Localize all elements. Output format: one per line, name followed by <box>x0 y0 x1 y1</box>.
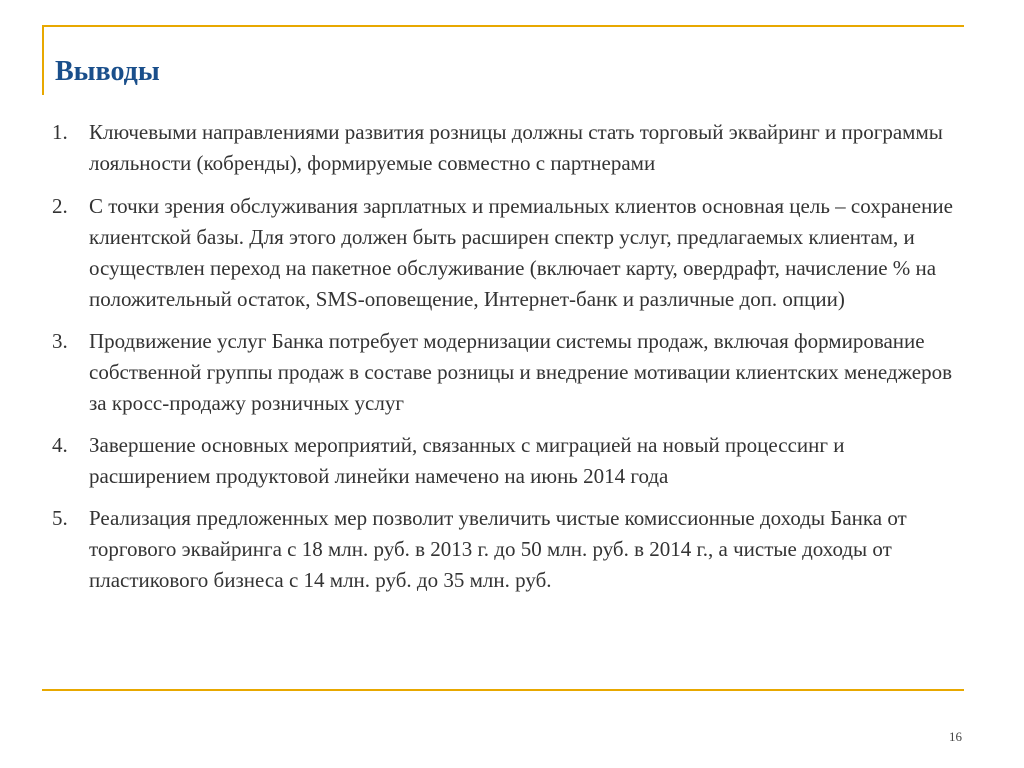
list-item-number: 2. <box>52 194 68 218</box>
list-item <box>52 117 962 179</box>
page-number: 16 <box>949 729 962 744</box>
list-item-number: 5. <box>52 506 68 530</box>
top-divider <box>42 25 964 27</box>
list-item-number: 1. <box>52 120 68 144</box>
list-item-text: С точки зрения обслуживания зарплатных и премиальных клиентов основная цель – сохранение клиентской базы. Для этого должен быть расширен спектр услуг, предлагаемых клиентам, и осуществлен переход на пакетное обслуживание (включает карту, овердрафт, начисление % на положительный остаток, SMS-оповещение, Интернет-банк и различные доп. опции) <box>89 194 953 311</box>
list-item-number: 3. <box>52 329 68 353</box>
list-item-text: Продвижение услуг Банка потребует модернизации системы продаж, включая формирование собственной группы продаж в составе розницы и внедрение мотивации клиентских менеджеров за кросс-продажу розничных услуг <box>89 329 953 415</box>
bottom-divider <box>42 689 964 691</box>
list-item-text: Реализация предложенных мер позволит увеличить чистые комиссионные доходы Банка от торгового эквайринга с 18 млн. руб. в 2013 г. до 50 млн. руб. в 2014 г., а чистые доходы от пластикового бизнеса с 14 млн. руб. до 35 млн. руб. <box>89 506 907 592</box>
list-item <box>52 191 962 315</box>
list-item <box>52 430 962 492</box>
list-item <box>52 503 962 596</box>
list-item <box>52 326 962 419</box>
conclusions-list <box>52 117 962 608</box>
title-accent-bar <box>42 25 44 95</box>
list-item-text: Ключевыми направлениями развития розницы должны стать торговый эквайринг и программы лояльности (кобренды), формируемые совместно с партнерами <box>89 120 943 175</box>
list-item-text: Завершение основных мероприятий, связанных с миграцией на новый процессинг и расширением продуктовой линейки намечено на июнь 2014 года <box>89 433 845 488</box>
slide-title: Выводы <box>55 56 160 87</box>
list-item-number: 4. <box>52 433 68 457</box>
